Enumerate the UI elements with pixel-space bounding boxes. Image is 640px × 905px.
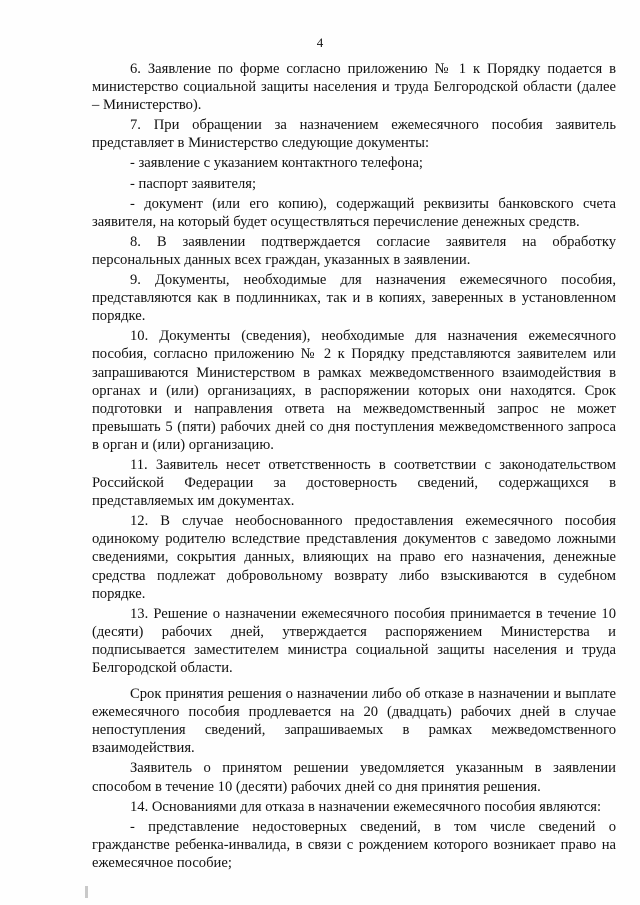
paragraph-11: 11. Заявитель несет ответственность в соответствии с законодательством Российской Федерации за достоверность сведений, содержащихся в представляемых им документах. [92,456,616,510]
paragraph-9: 9. Документы, необходимые для назначения ежемесячного пособия, представляются как в подлинниках, так и в копиях, заверенных в установленном порядке. [92,272,616,325]
paragraph-13-term-extension: Срок принятия решения о назначении либо об отказе в назначении и выплате ежемесячного пособия продлевается на 20 (двадцать) рабочих дней в случае непоступления сведений, запрашиваемых в рамках межведомственного взаимодействия. [92,686,616,757]
paragraph-12: 12. В случае необоснованного предоставления ежемесячного пособия одинокому родителю вследствие представления документов с заведомо ложными сведениями, сокрытия данных, влияющих на право его назначения, денежные средства подлежат добровольному возврату либо взыскиваются в судебном порядке. [92,513,616,602]
scan-artifact [85,886,88,898]
list-item-bank-details: - документ (или его копию), содержащий реквизиты банковского счета заявителя, на который будет осуществляться перечисление денежных средств. [92,195,616,230]
list-item-false-information: - представление недостоверных сведений, в том числе сведений о гражданстве ребенка-инвалида, в связи с рождением которого возникает право на ежемесячное пособие; [92,818,616,871]
document-body [92,60,616,872]
list-item-passport: - паспорт заявителя; [130,175,257,192]
paragraph-14: 14. Основаниями для отказа в назначении ежемесячного пособия являются: [130,798,602,815]
paragraph-10: 10. Документы (сведения), необходимые для назначения ежемесячного пособия, согласно приложению № 2 к Порядку представляются заявителем или запрашиваются Министерством в рамках межведомственного взаимодействия в органах и (или) организациях, в распоряжении которых они находятся. Срок подготовки и направления ответа на межведомственный запрос не может превышать 5 (пяти) рабочих дней со дня поступления межведомственного запроса в орган и (или) организацию. [92,328,616,453]
page-number: 4 [316,35,324,50]
paragraph-13: 13. Решение о назначении ежемесячного пособия принимается в течение 10 (десяти) рабочих дней, утверждается распоряжением Министерства и подписывается заместителем министра социальной защиты населения и труда Белгородской области. [92,605,616,676]
paragraph-8: 8. В заявлении подтверждается согласие заявителя на обработку персональных данных всех граждан, указанных в заявлении. [92,233,616,268]
paragraph-6: 6. Заявление по форме согласно приложению № 1 к Порядку подается в министерство социальной защиты населения и труда Белгородской области (далее – Министерство). [92,61,616,114]
paragraph-13-notification: Заявитель о принятом решении уведомляется указанным в заявлении способом в течение 10 (десяти) рабочих дней со дня принятия решения. [92,760,616,795]
paragraph-7: 7. При обращении за назначением ежемесячного пособия заявитель представляет в Министерство следующие документы: [92,117,616,152]
list-item-application: - заявление с указанием контактного телефона; [130,155,423,172]
